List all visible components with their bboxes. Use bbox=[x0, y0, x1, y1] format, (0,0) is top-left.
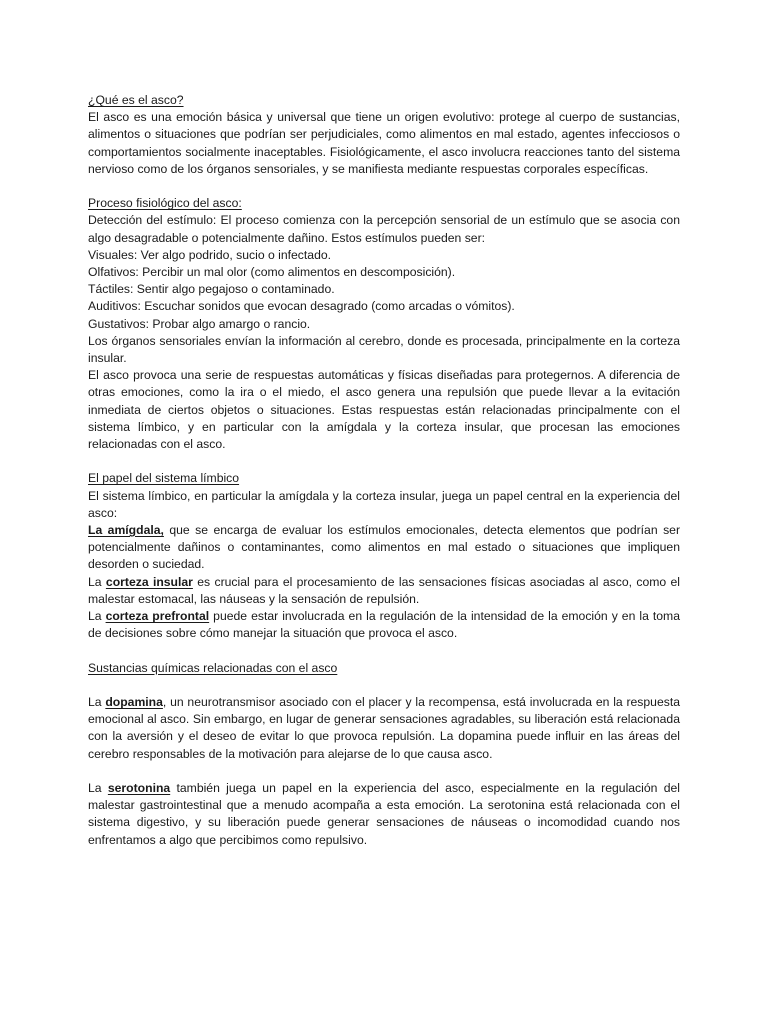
paragraph-prefix: La bbox=[88, 781, 108, 796]
term-amigdala: La amígdala, bbox=[88, 523, 164, 538]
section-proceso bbox=[88, 195, 680, 453]
paragraph: Los órganos sensoriales envían la información al cerebro, donde es procesada, principalmente en la corteza insular. bbox=[88, 333, 680, 366]
blank-line bbox=[88, 763, 680, 780]
section-heading: Proceso fisiológico del asco: bbox=[88, 196, 242, 211]
document-page bbox=[88, 92, 680, 849]
section-heading: El papel del sistema límbico bbox=[88, 471, 240, 486]
paragraph-text: que se encarga de evaluar los estímulos emocionales, detecta elementos que podrían ser potencialmente dañinos o contaminantes, como alimentos en mal estado o situaciones que impliquen desorden o suciedad. bbox=[88, 523, 680, 572]
list-item: Visuales: Ver algo podrido, sucio o infectado. bbox=[88, 247, 332, 262]
paragraph: Detección del estímulo: El proceso comienza con la percepción sensorial de un estímulo que se asocia con algo desagradable o potencialmente dañino. Estos estímulos pueden ser: bbox=[88, 213, 680, 245]
term-corteza-insular: corteza insular bbox=[105, 574, 193, 589]
paragraph-amigdala bbox=[88, 522, 680, 574]
paragraph-insular bbox=[88, 574, 680, 608]
list-item: Olfativos: Percibir un mal olor (como alimentos en descomposición). bbox=[88, 265, 456, 280]
section-quimicas bbox=[88, 660, 680, 849]
section-heading: ¿Qué es el asco? bbox=[88, 93, 184, 107]
section-que-es bbox=[88, 92, 680, 178]
paragraph-dopamina bbox=[88, 694, 680, 763]
paragraph: El sistema límbico, en particular la amígdala y la corteza insular, juega un papel central en la experiencia del asco: bbox=[88, 488, 680, 520]
paragraph-prefix: La bbox=[88, 695, 106, 710]
paragraph: El asco es una emoción básica y universal que tiene un origen evolutivo: protege al cuerpo de sustancias, alimentos o situaciones que podrían ser perjudiciales, como alimentos en mal estado, agentes infecciosos o comportamientos socialmente inaceptables. Fisiológicamente, el asco involucra reacciones tanto del sistema nervioso como de los órganos sensoriales, y se manifiesta mediante respuestas corporales específicas. bbox=[88, 110, 680, 176]
paragraph: El asco provoca una serie de respuestas automáticas y físicas diseñadas para protegernos. A diferencia de otras emociones, como la ira o el miedo, el asco genera una repulsión que puede llevar a la evitación inmediata de ciertos objetos o situaciones. Estas respuestas están relacionadas principalmente con el sistema límbico, y en particular con la amígdala y la corteza insular, que procesan las emociones relacionadas con el asco. bbox=[88, 368, 680, 452]
list-item: Auditivos: Escuchar sonidos que evocan desagrado (como arcadas o vómitos). bbox=[88, 299, 515, 314]
paragraph-prefix: La bbox=[88, 609, 106, 624]
section-heading: Sustancias químicas relacionadas con el asco bbox=[88, 660, 338, 675]
blank-line bbox=[88, 677, 680, 694]
term-dopamina: dopamina bbox=[105, 695, 163, 710]
paragraph-text: , un neurotransmisor asociado con el placer y la recompensa, está involucrada en la respuesta emocional al asco. Sin embargo, en lugar de generar sensaciones agradables, su liberación está relacionada con la aversión y el deseo de evitar lo que provoca repulsión. La dopamina puede influir en las áreas del cerebro responsables de la motivación para alejarse de lo que causa asco. bbox=[88, 695, 680, 761]
section-limbico bbox=[88, 470, 680, 642]
list-item: Táctiles: Sentir algo pegajoso o contaminado. bbox=[88, 282, 335, 297]
paragraph-prefrontal bbox=[88, 608, 680, 642]
paragraph-prefix: La bbox=[88, 574, 106, 589]
paragraph-text: puede estar involucrada en la regulación de la intensidad de la emoción y en la toma de decisiones sobre cómo manejar la situación que provoca el asco. bbox=[88, 609, 680, 641]
paragraph-serotonina bbox=[88, 780, 680, 849]
paragraph-text: también juega un papel en la experiencia del asco, especialmente en la regulación del malestar gastrointestinal que a menudo acompaña a esta emoción. La serotonina está relacionada con el sistema digestivo, y su liberación puede generar sensaciones de náuseas o incomodidad cuando nos enfrentamos a algo que percibimos como repulsivo. bbox=[88, 781, 680, 847]
paragraph-text: es crucial para el procesamiento de las sensaciones físicas asociadas al asco, como el malestar estomacal, las náuseas y la sensación de repulsión. bbox=[88, 574, 680, 606]
term-corteza-prefrontal: corteza prefrontal bbox=[105, 609, 210, 624]
list-item: Gustativos: Probar algo amargo o rancio. bbox=[88, 316, 311, 331]
term-serotonina: serotonina bbox=[107, 781, 171, 796]
